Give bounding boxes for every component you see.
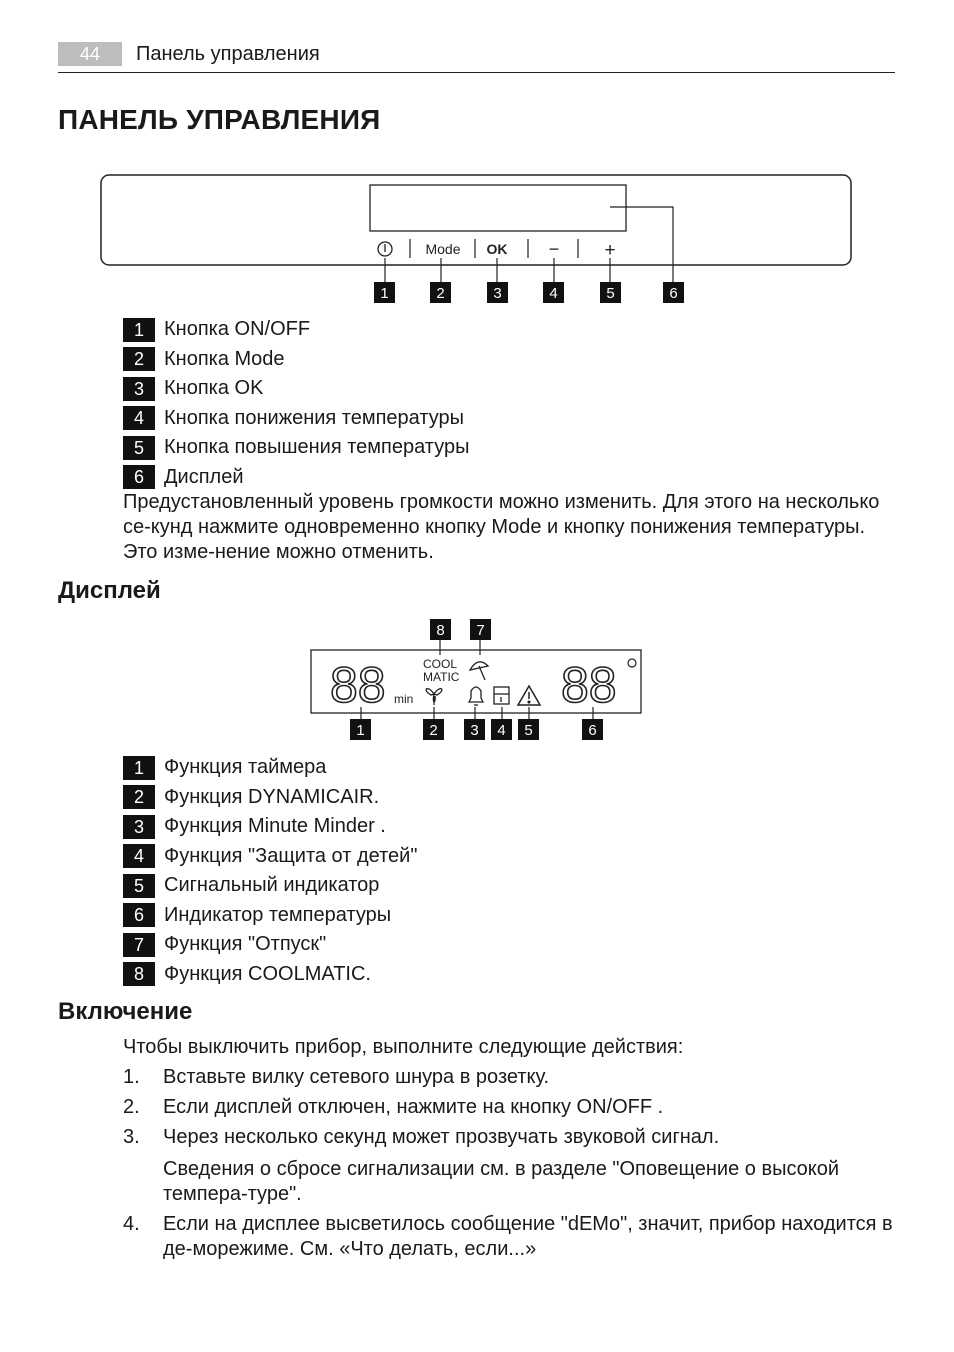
- svg-text:3: 3: [470, 722, 479, 739]
- holiday-icon: [470, 662, 488, 680]
- step-note: Сведения о сбросе сигнализации см. в разделе "Оповещение о высокой темпера-туре".: [163, 1158, 840, 1205]
- item-label: Функция COOLMATIC.: [164, 962, 371, 985]
- list-item: [123, 871, 417, 901]
- step-text: Если дисплей отключен, нажмите на кнопку ON/OFF .: [163, 1096, 664, 1118]
- step-number: 2.: [123, 1096, 140, 1118]
- switch-on-intro: Чтобы выключить прибор, выполните следующие действия:: [123, 1036, 684, 1058]
- temperature-digits: 88: [561, 657, 617, 713]
- callout-badge: [423, 719, 444, 740]
- leader-lines: [361, 639, 593, 720]
- list-item: [123, 930, 417, 960]
- item-number: 7: [123, 933, 155, 957]
- svg-text:1: 1: [380, 285, 389, 302]
- list-item: [123, 901, 417, 931]
- item-number: 5: [123, 436, 155, 460]
- item-number: 5: [123, 874, 155, 898]
- svg-text:7: 7: [476, 622, 485, 639]
- item-number: 6: [123, 903, 155, 927]
- page-number: 44: [58, 42, 122, 66]
- child-lock-icon: [494, 687, 509, 704]
- list-item: [123, 345, 469, 375]
- item-number: 2: [123, 785, 155, 809]
- list-item: [123, 783, 417, 813]
- panel-display-window: [370, 185, 626, 231]
- item-label: Кнопка OK: [164, 377, 264, 400]
- warning-icon: [518, 686, 540, 705]
- item-label: Кнопка ON/OFF: [164, 318, 311, 341]
- item-label: Кнопка повышения температуры: [164, 436, 470, 459]
- item-label: Дисплей: [164, 465, 244, 488]
- step-number: 1.: [123, 1066, 140, 1088]
- page-title: ПАНЕЛЬ УПРАВЛЕНИЯ: [58, 104, 381, 135]
- display-diagram: [0, 610, 954, 750]
- item-number: 4: [123, 406, 155, 430]
- list-item: [123, 315, 469, 345]
- callout-badge: [430, 619, 451, 640]
- item-label: Функция таймера: [164, 756, 327, 779]
- item-label: Функция "Защита от детей": [164, 844, 418, 867]
- power-icon: [378, 242, 392, 256]
- callout-badge: [543, 282, 564, 303]
- timer-unit: min: [394, 692, 414, 706]
- callout-badge: [430, 282, 451, 303]
- svg-text:4: 4: [549, 285, 558, 302]
- callout-badge: [582, 719, 603, 740]
- svg-text:4: 4: [497, 722, 506, 739]
- step-text: Вставьте вилку сетевого шнура в розетку.: [163, 1066, 550, 1088]
- item-number: 3: [123, 815, 155, 839]
- list-item: [123, 374, 469, 404]
- callout-badge: [350, 719, 371, 740]
- item-number: 8: [123, 962, 155, 986]
- timer-digits: 88: [330, 657, 386, 713]
- control-panel-diagram: [0, 0, 954, 320]
- svg-text:3: 3: [493, 285, 502, 302]
- item-number: 1: [123, 756, 155, 780]
- panel-legend: [123, 315, 469, 492]
- callout-badge: [600, 282, 621, 303]
- item-label: Функция "Отпуск": [164, 933, 327, 956]
- callout-badge: [491, 719, 512, 740]
- item-number: 6: [123, 465, 155, 489]
- leader-lines: [385, 258, 610, 283]
- display-heading: Дисплей: [58, 577, 161, 604]
- list-item: [123, 463, 469, 493]
- ok-button-label: OK: [486, 241, 508, 257]
- callout-badge: [518, 719, 539, 740]
- svg-text:5: 5: [524, 722, 533, 739]
- svg-text:2: 2: [436, 285, 445, 302]
- minus-button-label: −: [548, 239, 560, 259]
- list-item: [123, 812, 417, 842]
- display-leader-line: [610, 207, 673, 283]
- item-label: Кнопка Mode: [164, 347, 285, 370]
- step-number: 3.: [123, 1126, 140, 1148]
- callout-badge: [663, 282, 684, 303]
- svg-text:5: 5: [606, 285, 615, 302]
- coolmatic-label-line2: MATIC: [423, 670, 460, 684]
- panel-outline: [101, 175, 851, 265]
- svg-text:6: 6: [669, 285, 678, 302]
- plus-button-label: +: [604, 240, 616, 261]
- item-number: 2: [123, 347, 155, 371]
- item-label: Функция Minute Minder .: [164, 815, 386, 838]
- item-label: Функция DYNAMICAIR.: [164, 785, 380, 808]
- callout-badge: [374, 282, 395, 303]
- step-text: Через несколько секунд может прозвучать звуковой сигнал.: [163, 1126, 720, 1148]
- list-item: [123, 433, 469, 463]
- item-label: Кнопка понижения температуры: [164, 406, 465, 429]
- step-text: Если на дисплее высветилось сообщение "dEMo", значит, прибор находится в де-морежиме. См. «Что делать, если...»: [163, 1213, 893, 1260]
- degree-symbol: [628, 659, 636, 667]
- svg-text:8: 8: [436, 622, 445, 639]
- svg-text:1: 1: [356, 722, 365, 739]
- svg-text:6: 6: [588, 722, 597, 739]
- callout-badge: [487, 282, 508, 303]
- display-legend: [123, 753, 417, 989]
- item-number: 1: [123, 318, 155, 342]
- list-item: [123, 960, 417, 990]
- item-number: 4: [123, 844, 155, 868]
- item-label: Сигнальный индикатор: [164, 874, 380, 897]
- coolmatic-label-line1: COOL: [423, 657, 458, 671]
- mode-button-label: Mode: [425, 241, 461, 257]
- bell-icon: [469, 687, 483, 705]
- callout-badge: [464, 719, 485, 740]
- fan-icon: [426, 689, 442, 705]
- list-item: [123, 753, 417, 783]
- volume-note: Предустановленный уровень громкости можно изменить. Для этого на несколько се-кунд нажмите одновременно кнопку Mode и кнопку понижения температуры. Это изме-нение можно отменить.: [123, 491, 880, 563]
- item-number: 3: [123, 377, 155, 401]
- list-item: [123, 404, 469, 434]
- callout-badge: [470, 619, 491, 640]
- svg-text:2: 2: [429, 722, 438, 739]
- item-label: Индикатор температуры: [164, 903, 392, 926]
- switch-on-heading: Включение: [58, 998, 193, 1025]
- running-title: Панель управления: [136, 43, 320, 65]
- step-number: 4.: [123, 1213, 140, 1235]
- list-item: [123, 842, 417, 872]
